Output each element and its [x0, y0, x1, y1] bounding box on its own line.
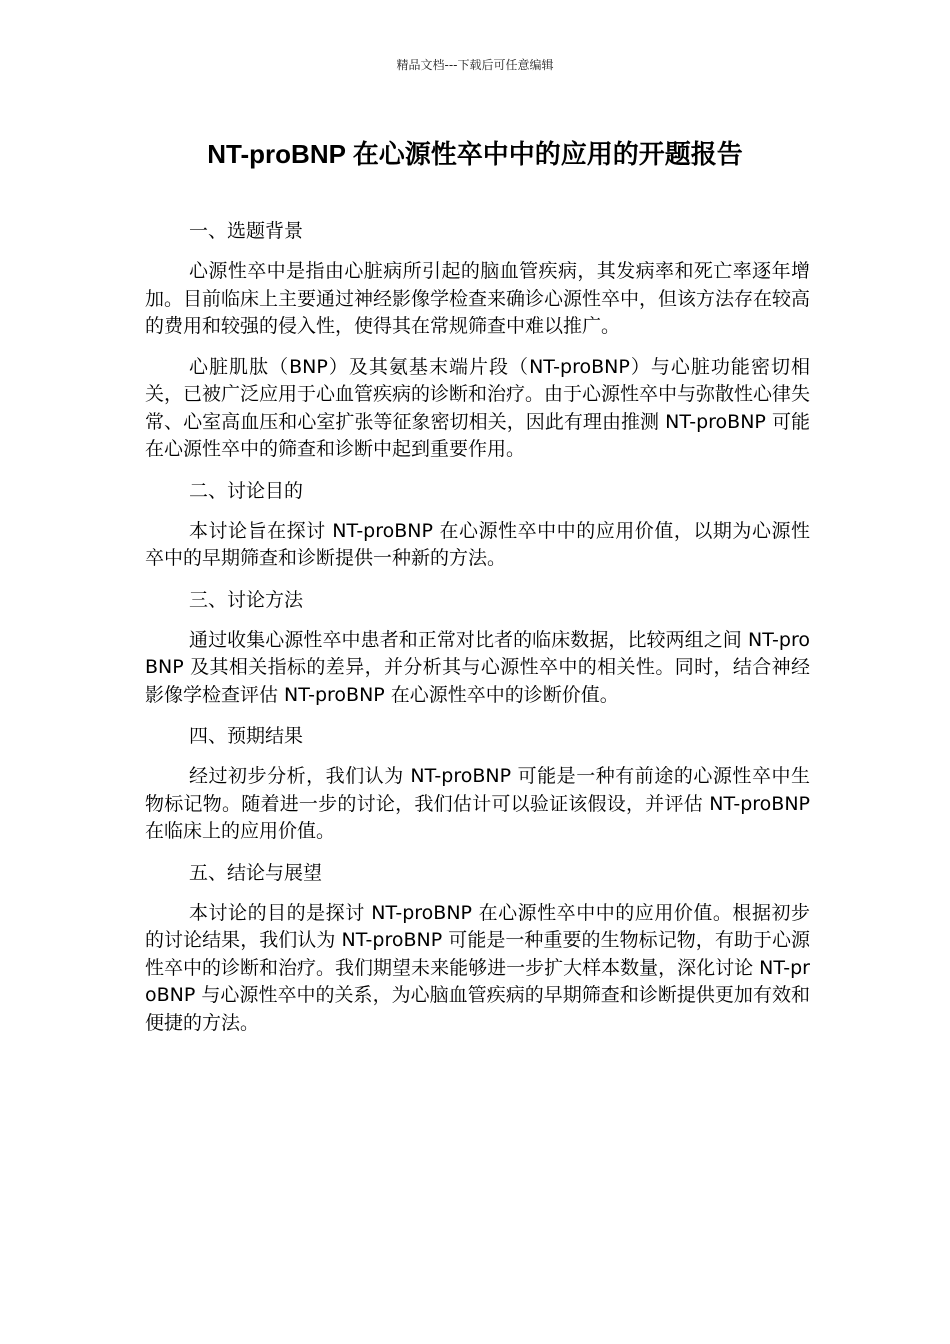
section-heading-conclusion: 五、结论与展望: [189, 861, 323, 884]
paragraph: 通过收集心源性卒中患者和正常对比者的临床数据，比较两组之间 NT-proBNP 及其相关指标的差异，并分析其与心源性卒中的相关性。同时，结合神经影像学检查评估 NT-proBNP 在心源性卒中的诊断价值。: [145, 628, 810, 706]
paragraph: 心脏肌肽（BNP）及其氨基末端片段（NT-proBNP）与心脏功能密切相关，已被广泛应用于心血管疾病的诊断和治疗。由于心源性卒中与弥散性心律失常、心室高血压和心室扩张等征象密切相关，因此有理由推测 NT-proBNP 可能在心源性卒中的筛查和诊断中起到重要作用。: [145, 355, 811, 460]
section-heading-purpose: 二、讨论目的: [189, 479, 304, 502]
paragraph: 本讨论的目的是探讨 NT-proBNP 在心源性卒中中的应用价值。根据初步的讨论结果，我们认为 NT-proBNP 可能是一种重要的生物标记物，有助于心源性卒中的诊断和治疗。我们期望未来能够进一步扩大样本数量，深化讨论 NT-proBNP 与心源性卒中的关系，为心脑血管疾病的早期筛查和诊断提供更加有效和便捷的方法。: [145, 901, 810, 1034]
document-title: NT-proBNP 在心源性卒中中的应用的开题报告: [207, 139, 743, 169]
header-note: 精品文档---下载后可任意编辑: [396, 58, 554, 72]
section-heading-background: 一、选题背景: [189, 220, 304, 242]
paragraph: 经过初步分析，我们认为 NT-proBNP 可能是一种有前途的心源性卒中生物标记物。随着进一步的讨论，我们估计可以验证该假设，并评估 NT-proBNP 在临床上的应用价值。: [145, 765, 810, 842]
paragraph: 心源性卒中是指由心脏病所引起的脑血管疾病，其发病率和死亡率逐年增加。目前临床上主要通过神经影像学检查来确诊心源性卒中，但该方法存在较高的费用和较强的侵入性，使得其在常规筛查中难以推广。: [145, 260, 811, 337]
paragraph: 本讨论旨在探讨 NT-proBNP 在心源性卒中中的应用价值，以期为心源性卒中的早期筛查和诊断提供一种新的方法。: [145, 519, 810, 569]
document-body: [145, 217, 810, 1050]
section-heading-methods: 三、讨论方法: [189, 588, 304, 611]
section-heading-expected-results: 四、预期结果: [189, 725, 304, 747]
